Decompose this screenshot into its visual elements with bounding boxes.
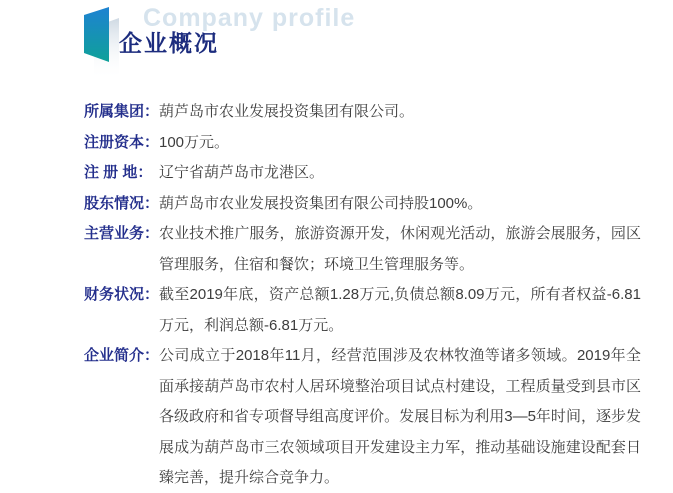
row-label: 所属集团： [84,103,160,120]
row-value: 公司成立于2018年11月，经营范围涉及农林牧渔等诸多领域。2019年全面承接葫芦岛市农村人居环境整治项目试点村建设，工程质量受到县市区各级政府和省专项督导组高度评价。发展目标为利用3—5年时间，逐步发展成为葫芦岛市三农领域项目开发建设主力军，推动基础设施建设配套日臻完善，提升综合竞争力。 [159,347,641,486]
row-value: 100万元。 [159,133,230,151]
header-subtitle-en: Company profile [143,4,356,32]
row-label: 注 册 地： [84,164,153,181]
profile-row-group [84,97,641,128]
row-label: 财务状况： [84,286,160,303]
row-value: 葫芦岛市农业发展投资集团有限公司。 [159,103,415,120]
profile-row-shareholders [84,189,641,220]
row-value: 葫芦岛市农业发展投资集团有限公司持股100%。 [159,194,483,212]
row-label: 注册资本： [84,133,160,151]
row-label: 企业简介： [84,347,160,364]
row-value: 辽宁省葫芦岛市龙港区。 [159,164,325,181]
row-label: 股东情况： [84,194,160,212]
profile-row-location [84,158,641,189]
profile-row-main-business [84,219,641,280]
profile-list [84,97,641,493]
row-value: 截至2019年底，资产总额1.28万元,负债总额8.09万元，所有者权益-6.81万元，利润总额-6.81万元。 [159,286,641,334]
slide-header [0,0,673,90]
row-value: 农业技术推广服务，旅游资源开发，休闲观光活动，旅游会展服务，园区管理服务，住宿和餐饮；环境卫生管理服务等。 [159,225,641,273]
profile-row-intro [84,341,641,493]
profile-row-capital [84,128,641,159]
page-title: 企业概况 [119,30,219,56]
row-label: 主营业务： [84,225,160,242]
profile-row-finance [84,280,641,341]
